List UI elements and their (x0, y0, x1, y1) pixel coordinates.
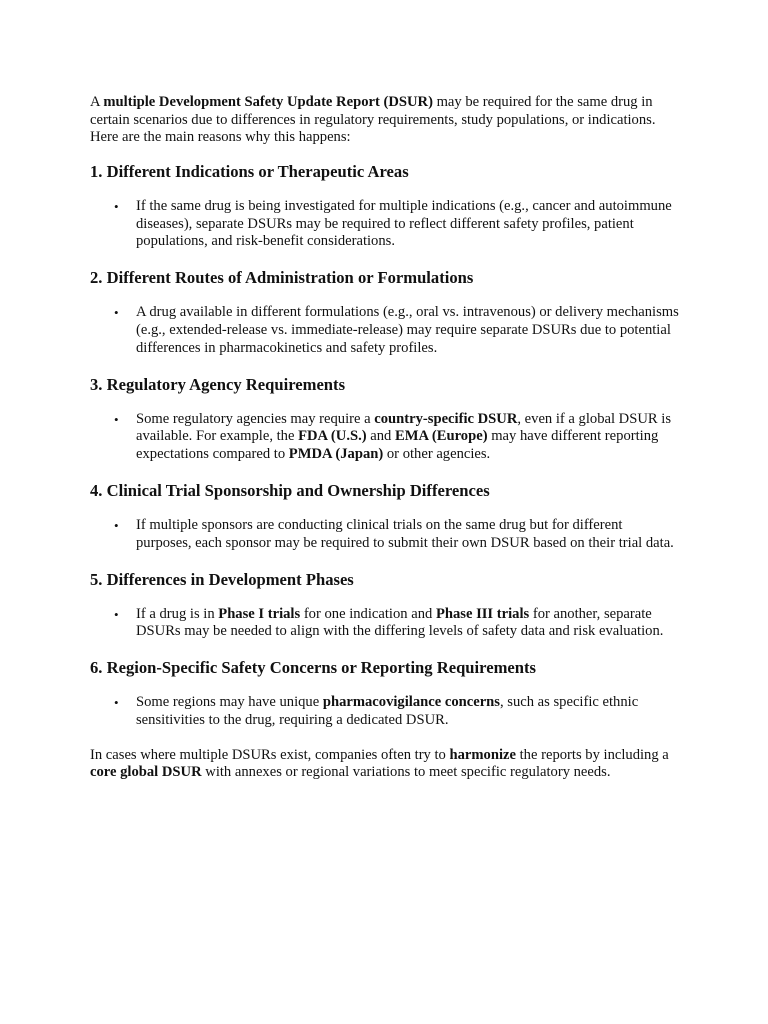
bullet-list (90, 517, 680, 553)
section-2 (90, 268, 680, 357)
bullet-text: Some regions may have unique (136, 694, 323, 711)
bullet-item (136, 606, 680, 642)
intro-paragraph (90, 94, 680, 147)
bullet-item (136, 517, 680, 553)
bullet-text: Some regulatory agencies may require a (136, 410, 375, 427)
bullet-list (90, 411, 680, 464)
section-heading: 1. Different Indications or Therapeutic Areas (90, 161, 409, 181)
section-heading: 3. Regulatory Agency Requirements (90, 374, 346, 394)
bullet-item (136, 694, 680, 730)
conclusion-text: the reports by including a (515, 746, 669, 763)
bullet-text: and (366, 428, 395, 445)
bullet-text: If the same drug is being investigated for multiple indications (e.g., cancer and autoimmune diseases), separate DSURs may be required to reflect different safety profiles, patient populations, and risk-benefit considerations. (136, 197, 672, 250)
section-heading: 2. Different Routes of Administration or Formulations (90, 268, 474, 288)
section-5 (90, 570, 680, 642)
bullet-text: , such as specific ethnic sensitivities to the drug, requiring a dedicated DSUR. (136, 694, 639, 728)
bold-term: FDA (U.S.) (298, 428, 367, 445)
section-1 (90, 162, 680, 251)
bold-term: core global DSUR (90, 764, 202, 781)
bold-term: harmonize (449, 746, 516, 763)
bold-term: Phase III trials (435, 605, 530, 622)
section-heading: 4. Clinical Trial Sponsorship and Ownership Differences (90, 480, 490, 500)
bullet-text: for another, separate DSURs may be needed to align with the differing levels of safety data and risk evaluation. (136, 605, 664, 640)
conclusion-text: with annexes or regional variations to meet specific regulatory needs. (201, 764, 611, 781)
section-6 (90, 658, 680, 730)
bold-term: Phase I trials (218, 605, 301, 622)
bullet-item (136, 198, 680, 251)
bullet-item (136, 411, 680, 464)
bullet-list (90, 198, 680, 251)
bullet-text: may have different reporting expectations compared to (136, 428, 659, 463)
bullet-text: or other agencies. (383, 446, 491, 463)
bold-term: PMDA (Japan) (288, 446, 384, 463)
bullet-item (136, 304, 680, 357)
bullet-list (90, 606, 680, 642)
intro-text: may be required for the same drug in certain scenarios due to differences in regulatory requirements, study populations, or indications. Here are the main reasons why this happens: (90, 94, 656, 146)
bullet-text: If multiple sponsors are conducting clinical trials on the same drug but for different purposes, each sponsor may be required to submit their own DSUR based on their trial data. (136, 516, 674, 551)
bold-term: country-specific DSUR (374, 410, 518, 427)
bullet-text: for one indication and (300, 605, 436, 622)
section-heading: 5. Differences in Development Phases (90, 569, 354, 589)
conclusion-paragraph (90, 747, 680, 782)
conclusion-text: In cases where multiple DSURs exist, companies often try to (90, 746, 450, 763)
bold-term: pharmacovigilance concerns (322, 694, 500, 711)
bold-term: EMA (Europe) (394, 428, 488, 445)
intro-bold-term: multiple Development Safety Update Report (DSUR) (103, 94, 433, 110)
section-4 (90, 481, 680, 553)
section-3 (90, 375, 680, 464)
bullet-text: A drug available in different formulations (e.g., oral vs. intravenous) or delivery mechanisms (e.g., extended-release vs. immediate-release) may require separate DSURs due to potential differences in pharmacokinetics and safety profiles. (136, 304, 679, 356)
section-heading: 6. Region-Specific Safety Concerns or Reporting Requirements (90, 658, 536, 678)
document-body (90, 94, 680, 782)
intro-text: A (90, 94, 104, 110)
bullet-text: , even if a global DSUR is available. For example, the (136, 410, 671, 445)
bullet-list (90, 304, 680, 357)
bullet-list (90, 694, 680, 730)
bullet-text: If a drug is in (136, 605, 219, 622)
